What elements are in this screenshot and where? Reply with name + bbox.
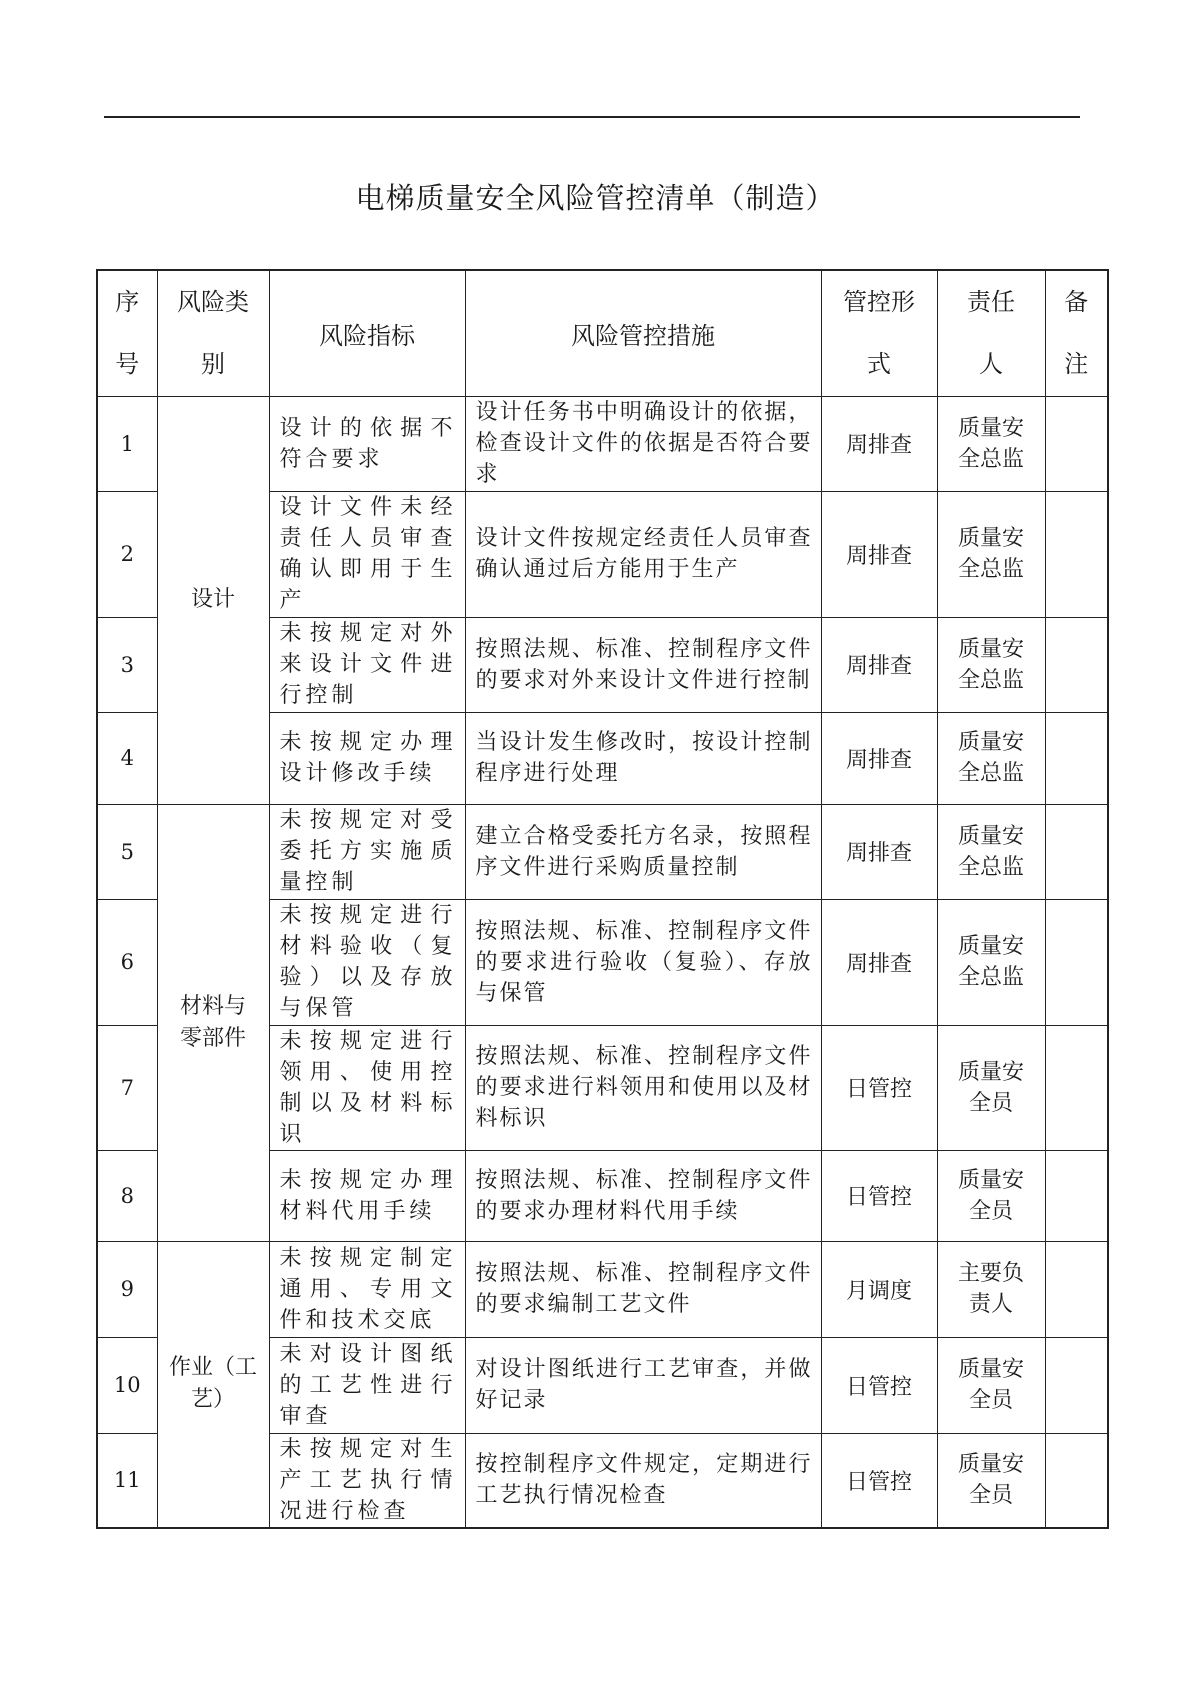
responsible-person: 质量安全员 (937, 1337, 1045, 1433)
control-measure: 设计文件按规定经责任人员审查确认通过后方能用于生产 (465, 491, 821, 617)
control-measure: 按照法规、标准、控制程序文件的要求进行验收（复验）、存放与保管 (465, 899, 821, 1025)
row-number: 8 (97, 1150, 157, 1241)
header-remark: 备 注 (1045, 270, 1108, 396)
remark-cell (1045, 712, 1108, 804)
risk-indicator: 未按规定进行领用、使用控制以及材料标识 (269, 1025, 465, 1150)
table-row (97, 396, 1108, 491)
risk-indicator: 未按规定对外来设计文件进行控制 (269, 617, 465, 712)
category-label: 作业（工艺） (168, 1355, 257, 1412)
control-form: 月调度 (821, 1241, 937, 1337)
row-number: 3 (97, 617, 157, 712)
responsible-person: 质量安全员 (937, 1150, 1045, 1241)
responsible-person: 质量安全员 (937, 1025, 1045, 1150)
control-form: 周排查 (821, 617, 937, 712)
responsible-person: 质量安全总监 (937, 899, 1045, 1025)
table-header-row (97, 270, 1108, 396)
remark-cell (1045, 1025, 1108, 1150)
category-label: 设计 (190, 587, 235, 612)
risk-control-table (96, 269, 1109, 1529)
row-number: 11 (97, 1433, 157, 1528)
row-number: 5 (97, 804, 157, 899)
header-rule (104, 116, 1080, 118)
remark-cell (1045, 899, 1108, 1025)
remark-cell (1045, 804, 1108, 899)
risk-indicator: 未按规定对生产工艺执行情况进行检查 (269, 1433, 465, 1528)
responsible-person: 质量安全总监 (937, 491, 1045, 617)
control-form: 日管控 (821, 1150, 937, 1241)
responsible-person: 质量安全总监 (937, 617, 1045, 712)
remark-cell (1045, 1150, 1108, 1241)
control-form: 日管控 (821, 1025, 937, 1150)
category-cell (157, 396, 269, 804)
row-number: 6 (97, 899, 157, 1025)
remark-cell (1045, 617, 1108, 712)
risk-indicator: 未按规定办理材料代用手续 (269, 1150, 465, 1241)
control-measure: 建立合格受委托方名录，按照程序文件进行采购质量控制 (465, 804, 821, 899)
responsible-person: 质量安全总监 (937, 712, 1045, 804)
header-measure: 风险管控措施 (465, 270, 821, 396)
control-measure: 按照法规、标准、控制程序文件的要求编制工艺文件 (465, 1241, 821, 1337)
category-cell (157, 1241, 269, 1528)
risk-indicator: 未对设计图纸的工艺性进行审查 (269, 1337, 465, 1433)
row-number: 1 (97, 396, 157, 491)
risk-indicator: 未按规定对受委托方实施质量控制 (269, 804, 465, 899)
control-measure: 按照法规、标准、控制程序文件的要求进行料领用和使用以及材料标识 (465, 1025, 821, 1150)
header-category: 风险类 别 (157, 270, 269, 396)
risk-indicator: 设计文件未经责任人员审查确认即用于生产 (269, 491, 465, 617)
table-row (97, 804, 1108, 899)
header-responsible: 责任 人 (937, 270, 1045, 396)
risk-indicator: 未按规定制定通用、专用文件和技术交底 (269, 1241, 465, 1337)
row-number: 9 (97, 1241, 157, 1337)
category-label: 材料与零部件 (179, 993, 246, 1051)
remark-cell (1045, 396, 1108, 491)
header-control-form: 管控形 式 (821, 270, 937, 396)
table-row (97, 1241, 1108, 1337)
responsible-person: 质量安全员 (937, 1433, 1045, 1528)
risk-indicator: 未按规定办理设计修改手续 (269, 712, 465, 804)
control-form: 周排查 (821, 712, 937, 804)
row-number: 4 (97, 712, 157, 804)
responsible-person: 质量安全总监 (937, 396, 1045, 491)
responsible-person: 质量安全总监 (937, 804, 1045, 899)
control-measure: 当设计发生修改时，按设计控制程序进行处理 (465, 712, 821, 804)
control-form: 日管控 (821, 1433, 937, 1528)
remark-cell (1045, 491, 1108, 617)
category-cell (157, 804, 269, 1241)
risk-indicator: 设计的依据不符合要求 (269, 396, 465, 491)
responsible-person: 主要负责人 (937, 1241, 1045, 1337)
control-measure: 按照法规、标准、控制程序文件的要求对外来设计文件进行控制 (465, 617, 821, 712)
row-number: 2 (97, 491, 157, 617)
header-no: 序 号 (97, 270, 157, 396)
control-measure: 设计任务书中明确设计的依据，检查设计文件的依据是否符合要求 (465, 396, 821, 491)
control-measure: 按控制程序文件规定，定期进行工艺执行情况检查 (465, 1433, 821, 1528)
remark-cell (1045, 1433, 1108, 1528)
remark-cell (1045, 1337, 1108, 1433)
header-indicator: 风险指标 (269, 270, 465, 396)
control-form: 日管控 (821, 1337, 937, 1433)
control-measure: 对设计图纸进行工艺审查，并做好记录 (465, 1337, 821, 1433)
remark-cell (1045, 1241, 1108, 1337)
risk-indicator: 未按规定进行材料验收（复验）以及存放与保管 (269, 899, 465, 1025)
control-measure: 按照法规、标准、控制程序文件的要求办理材料代用手续 (465, 1150, 821, 1241)
control-form: 周排查 (821, 396, 937, 491)
control-form: 周排查 (821, 804, 937, 899)
row-number: 10 (97, 1337, 157, 1433)
row-number: 7 (97, 1025, 157, 1150)
document-title: 电梯质量安全风险管控清单（制造） (355, 181, 836, 215)
control-form: 周排查 (821, 899, 937, 1025)
control-form: 周排查 (821, 491, 937, 617)
